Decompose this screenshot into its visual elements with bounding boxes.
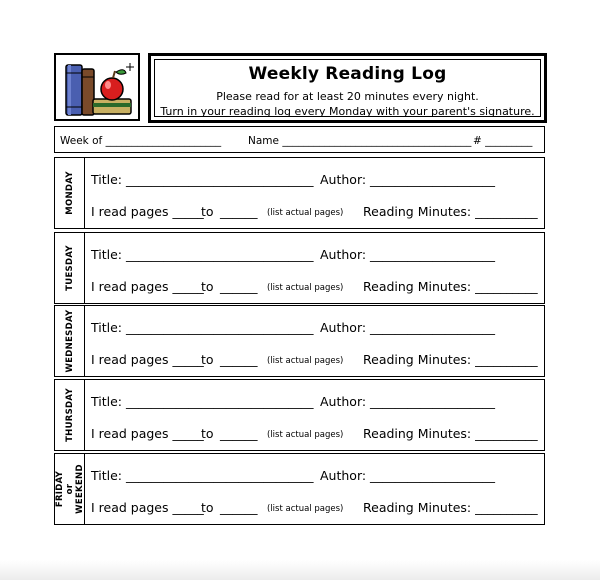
pages-field[interactable]: I read pages _____ xyxy=(91,279,204,294)
to-label: to xyxy=(201,204,214,219)
day-label-cell xyxy=(55,380,85,450)
list-pages-note: (list actual pages) xyxy=(267,356,344,366)
pages-field[interactable]: I read pages _____ xyxy=(91,500,204,515)
instruction-line-2: Turn in your reading log every Monday with your parent's signature. xyxy=(160,105,535,118)
list-pages-note: (list actual pages) xyxy=(267,430,344,440)
day-label-cell xyxy=(55,158,85,228)
to-label: to xyxy=(201,500,214,515)
reading-minutes-field[interactable]: Reading Minutes: __________ xyxy=(363,500,538,515)
instruction-line-1: Please read for at least 20 minutes every night. xyxy=(216,90,479,103)
reading-minutes-field[interactable]: Reading Minutes: __________ xyxy=(363,204,538,219)
pages-field[interactable]: I read pages _____ xyxy=(91,426,204,441)
week-of-field[interactable]: Week of ______________________ xyxy=(60,135,222,147)
to-label: to xyxy=(201,426,214,441)
day-label: FRIDAY or WEEKEND xyxy=(55,464,85,514)
to-page-field[interactable]: ______ xyxy=(220,352,258,367)
page-title: Weekly Reading Log xyxy=(248,64,447,84)
title-field[interactable]: Title: ______________________________ xyxy=(91,394,314,409)
name-field[interactable]: Name ____________________________________ xyxy=(248,135,472,147)
author-field[interactable]: Author: ____________________ xyxy=(320,394,496,409)
to-label: to xyxy=(201,279,214,294)
info-row xyxy=(54,126,545,153)
day-row-wednesday xyxy=(54,305,545,377)
to-page-field[interactable]: ______ xyxy=(220,279,258,294)
day-row-tuesday xyxy=(54,232,545,304)
day-label: MONDAY xyxy=(65,171,75,215)
reading-minutes-field[interactable]: Reading Minutes: __________ xyxy=(363,426,538,441)
bottom-shade xyxy=(0,560,600,580)
day-label-cell xyxy=(55,306,85,376)
title-field[interactable]: Title: ______________________________ xyxy=(91,172,314,187)
books-and-apple-icon xyxy=(60,59,136,117)
to-page-field[interactable]: ______ xyxy=(220,426,258,441)
to-page-field[interactable]: ______ xyxy=(220,500,258,515)
to-page-field[interactable]: ______ xyxy=(220,204,258,219)
title-box xyxy=(148,53,547,123)
day-label-cell xyxy=(55,233,85,303)
day-label: THURSDAY xyxy=(65,388,75,442)
list-pages-note: (list actual pages) xyxy=(267,283,344,293)
author-field[interactable]: Author: ____________________ xyxy=(320,247,496,262)
pages-field[interactable]: I read pages _____ xyxy=(91,204,204,219)
day-label-cell xyxy=(55,454,85,524)
day-row-monday xyxy=(54,157,545,229)
number-field[interactable]: # _________ xyxy=(473,135,533,147)
logo-box xyxy=(54,53,140,121)
title-field[interactable]: Title: ______________________________ xyxy=(91,247,314,262)
day-row-friday-or-weekend xyxy=(54,453,545,525)
day-label: TUESDAY xyxy=(65,245,75,291)
author-field[interactable]: Author: ____________________ xyxy=(320,468,496,483)
pages-field[interactable]: I read pages _____ xyxy=(91,352,204,367)
title-field[interactable]: Title: ______________________________ xyxy=(91,468,314,483)
day-row-thursday xyxy=(54,379,545,451)
to-label: to xyxy=(201,352,214,367)
list-pages-note: (list actual pages) xyxy=(267,208,344,218)
author-field[interactable]: Author: ____________________ xyxy=(320,320,496,335)
title-field[interactable]: Title: ______________________________ xyxy=(91,320,314,335)
author-field[interactable]: Author: ____________________ xyxy=(320,172,496,187)
list-pages-note: (list actual pages) xyxy=(267,504,344,514)
reading-minutes-field[interactable]: Reading Minutes: __________ xyxy=(363,352,538,367)
reading-minutes-field[interactable]: Reading Minutes: __________ xyxy=(363,279,538,294)
day-label: WEDNESDAY xyxy=(65,309,75,373)
